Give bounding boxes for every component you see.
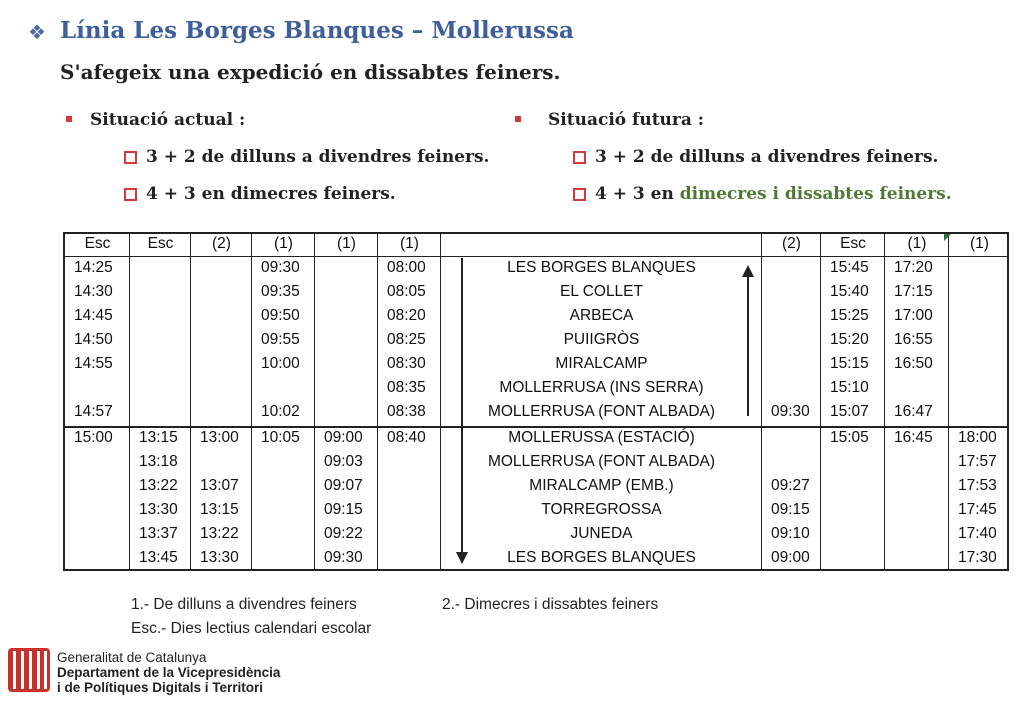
future-line-2-prefix: 4 + 3 en	[595, 184, 674, 204]
departure-time: 18:00	[958, 429, 997, 446]
stop-name: MOLLERRUSA (FONT ALBADA)	[487, 453, 716, 470]
departure-time: 08:38	[387, 403, 426, 420]
departure-time: 09:22	[324, 525, 363, 542]
departure-time: 10:05	[261, 429, 300, 446]
checkbox-icon	[124, 151, 137, 164]
departure-time: 14:57	[74, 403, 113, 420]
bullet-icon	[66, 116, 72, 122]
departure-time: 15:05	[830, 429, 869, 446]
departure-time: 13:07	[200, 477, 239, 494]
logo-line-3: i de Polítiques Digitals i Territori	[57, 680, 264, 695]
departure-time: 13:22	[200, 525, 239, 542]
current-line-1: 3 + 2 de dilluns a divendres feiners.	[146, 147, 490, 167]
stop-name: JUNEDA	[570, 525, 633, 542]
checkbox-icon	[124, 188, 137, 201]
departure-time: 14:30	[74, 283, 113, 300]
bullet-icon	[515, 116, 521, 122]
logo-line-2: Departament de la Vicepresidència	[57, 665, 281, 680]
page-title: Línia Les Borges Blanques – Mollerussa	[60, 17, 574, 44]
departure-time: 09:15	[324, 501, 363, 518]
departure-time: 15:15	[830, 355, 869, 372]
departure-time: 13:15	[200, 501, 239, 518]
current-line-2: 4 + 3 en dimecres feiners.	[146, 184, 396, 204]
stop-name: LES BORGES BLANQUES	[507, 259, 696, 276]
departure-time: 09:03	[324, 453, 363, 470]
departure-time: 08:30	[387, 355, 426, 372]
departure-time: 09:00	[771, 549, 810, 566]
departure-time: 17:40	[958, 525, 997, 542]
departure-time: 09:27	[771, 477, 810, 494]
column-header: (1)	[970, 235, 989, 252]
stop-name: MOLLERRUSA (INS SERRA)	[499, 379, 704, 396]
departure-time: 15:00	[74, 429, 113, 446]
departure-time: 09:30	[261, 259, 300, 276]
footnote-esc: Esc.- Dies lectius calendari escolar	[131, 620, 372, 637]
checkbox-icon	[573, 188, 586, 201]
current-heading: Situació actual :	[90, 110, 246, 130]
column-header: (1)	[400, 235, 419, 252]
departure-time: 17:53	[958, 477, 997, 494]
timetable	[63, 232, 1009, 571]
arrow-up-icon	[747, 276, 749, 416]
column-header: Esc	[147, 235, 174, 252]
arrow-down-icon	[461, 258, 463, 558]
departure-time: 15:20	[830, 331, 869, 348]
future-line-1: 3 + 2 de dilluns a divendres feiners.	[595, 147, 939, 167]
departure-time: 14:45	[74, 307, 113, 324]
departure-time: 16:45	[894, 429, 933, 446]
departure-time: 08:35	[387, 379, 426, 396]
departure-time: 13:30	[200, 549, 239, 566]
departure-time: 14:50	[74, 331, 113, 348]
departure-time: 14:25	[74, 259, 113, 276]
stop-name: MOLLERUSSA (ESTACIÓ)	[508, 429, 695, 446]
departure-time: 13:45	[139, 549, 178, 566]
departure-time: 09:07	[324, 477, 363, 494]
departure-time: 16:50	[894, 355, 933, 372]
departure-time: 13:00	[200, 429, 239, 446]
stop-name: LES BORGES BLANQUES	[507, 549, 696, 566]
departure-time: 09:15	[771, 501, 810, 518]
stop-name: MIRALCAMP (EMB.)	[529, 477, 674, 494]
stop-name: EL COLLET	[560, 283, 643, 300]
page-subtitle: S'afegeix una expedició en dissabtes feiners.	[60, 60, 561, 84]
departure-time: 17:45	[958, 501, 997, 518]
departure-time: 09:55	[261, 331, 300, 348]
departure-time: 17:00	[894, 307, 933, 324]
departure-time: 17:15	[894, 283, 933, 300]
stop-name: PUIIGRÒS	[563, 331, 640, 348]
diamond-bullet-icon: ❖	[28, 22, 46, 44]
arrow-up-head-icon	[742, 265, 754, 277]
generalitat-logo-icon	[8, 648, 50, 692]
departure-time: 10:02	[261, 403, 300, 420]
departure-time: 13:30	[139, 501, 178, 518]
column-header: (2)	[782, 235, 801, 252]
stop-name: TORREGROSSA	[541, 501, 662, 518]
departure-time: 13:15	[139, 429, 178, 446]
departure-time: 16:47	[894, 403, 933, 420]
departure-time: 14:55	[74, 355, 113, 372]
column-header: (1)	[274, 235, 293, 252]
footnote-1: 1.- De dilluns a divendres feiners	[131, 596, 357, 613]
departure-time: 10:00	[261, 355, 300, 372]
stop-name: MOLLERRUSA (FONT ALBADA)	[487, 403, 716, 420]
departure-time: 09:35	[261, 283, 300, 300]
checkbox-icon	[573, 151, 586, 164]
column-header: Esc	[84, 235, 111, 252]
column-header: (1)	[907, 235, 927, 252]
departure-time: 13:18	[139, 453, 178, 470]
departure-time: 15:10	[830, 379, 869, 396]
departure-time: 15:07	[830, 403, 869, 420]
future-line-2-highlight: dimecres i dissabtes feiners.	[679, 184, 952, 204]
column-header: (2)	[212, 235, 231, 252]
departure-time: 13:37	[139, 525, 178, 542]
departure-time: 15:40	[830, 283, 869, 300]
column-header: Esc	[840, 235, 866, 252]
departure-time: 09:10	[771, 525, 810, 542]
column-header: (1)	[337, 235, 356, 252]
stop-name: ARBECA	[569, 307, 634, 324]
departure-time: 16:55	[894, 331, 933, 348]
departure-time: 17:30	[958, 549, 997, 566]
departure-time: 08:05	[387, 283, 426, 300]
departure-time: 08:25	[387, 331, 426, 348]
footnote-2: 2.- Dimecres i dissabtes feiners	[442, 596, 659, 613]
future-heading: Situació futura :	[548, 110, 705, 130]
departure-time: 17:20	[894, 259, 933, 276]
departure-time: 17:57	[958, 453, 997, 470]
arrow-down-head-icon	[456, 552, 468, 564]
logo-line-1: Generalitat de Catalunya	[57, 650, 207, 665]
departure-time: 08:40	[387, 429, 426, 446]
departure-time: 09:00	[324, 429, 363, 446]
departure-time: 13:22	[139, 477, 178, 494]
departure-time: 09:30	[324, 549, 363, 566]
departure-time: 15:25	[830, 307, 869, 324]
stop-name: MIRALCAMP	[555, 355, 648, 372]
departure-time: 08:20	[387, 307, 426, 324]
future-line-2	[595, 184, 952, 204]
departure-time: 09:50	[261, 307, 300, 324]
departure-time: 15:45	[830, 259, 869, 276]
corner-marker-icon	[944, 234, 951, 241]
departure-time: 09:30	[771, 403, 810, 420]
departure-time: 08:00	[387, 259, 426, 276]
